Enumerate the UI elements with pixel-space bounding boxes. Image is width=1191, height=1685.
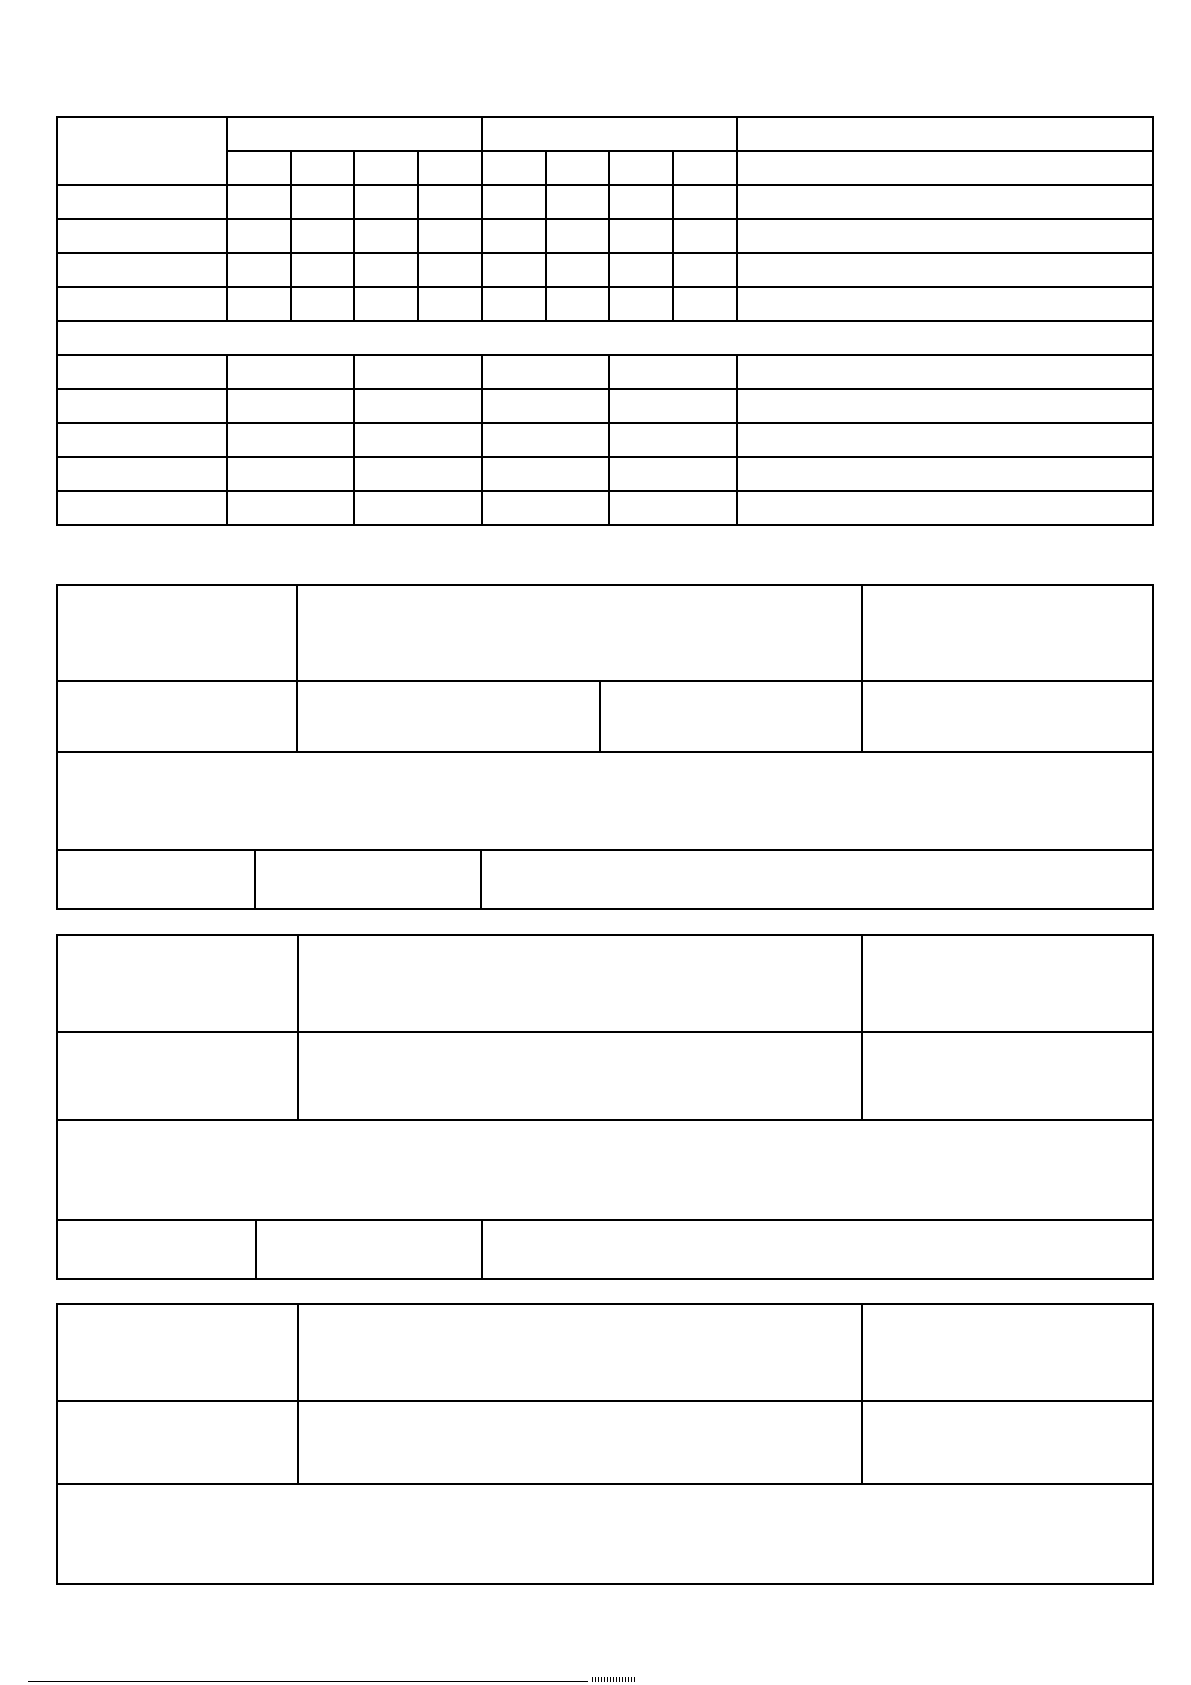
grid-summary-row <box>57 457 1153 491</box>
grid-wide-cell <box>227 423 354 457</box>
grid-remarks-cell <box>737 219 1153 253</box>
grid-header-corner-cell <box>57 117 227 185</box>
grid-cell <box>673 185 737 219</box>
form-value-cell <box>298 1304 862 1401</box>
form-side-cell <box>862 585 1153 681</box>
grid-cell <box>291 253 354 287</box>
grid-row-label-cell <box>57 287 227 321</box>
grid-subheader-cell <box>609 151 673 185</box>
grid-header-row-1 <box>57 117 1153 151</box>
grid-subheader-cell <box>354 151 418 185</box>
grid-summary-row <box>57 355 1153 389</box>
grid-remarks-cell <box>737 355 1153 389</box>
form-value-cell <box>298 1032 862 1120</box>
grid-remarks-cell <box>737 389 1153 423</box>
grid-cell <box>546 253 609 287</box>
grid-cell <box>546 287 609 321</box>
grid-cell <box>354 185 418 219</box>
grid-row-label-cell <box>57 423 227 457</box>
footer-rule <box>28 1681 588 1682</box>
grid-subheader-cell <box>737 151 1153 185</box>
grid-wide-cell <box>482 355 609 389</box>
form-row <box>57 1120 1153 1220</box>
grid-wide-cell <box>609 355 737 389</box>
form-row <box>57 1401 1153 1484</box>
grid-row-label-cell <box>57 253 227 287</box>
grid-cell <box>354 253 418 287</box>
form-row <box>57 1484 1153 1584</box>
grid-wide-cell <box>482 491 609 525</box>
grid-data-row <box>57 287 1153 321</box>
grid-wide-cell <box>609 491 737 525</box>
form-row <box>57 752 1153 850</box>
footer-tick-marks <box>592 1677 636 1682</box>
form-side-cell <box>862 1032 1153 1120</box>
form-footer-wide-cell <box>481 850 1153 909</box>
form-notes-cell <box>57 752 1153 850</box>
grid-cell <box>609 185 673 219</box>
grid-cell <box>482 219 546 253</box>
grid-cell <box>291 185 354 219</box>
grid-remarks-cell <box>737 491 1153 525</box>
grid-cell <box>354 287 418 321</box>
grid-subheader-cell <box>418 151 482 185</box>
form-label-cell <box>57 1032 298 1120</box>
form-label-cell <box>57 935 298 1032</box>
form-footer-cell <box>57 850 255 909</box>
grid-cell <box>609 253 673 287</box>
grid-row-label-cell <box>57 389 227 423</box>
grid-wide-cell <box>482 423 609 457</box>
grid-wide-cell <box>227 355 354 389</box>
form-value-cell <box>298 1401 862 1484</box>
grid-wide-cell <box>609 389 737 423</box>
grid-row-label-cell <box>57 491 227 525</box>
form-row <box>57 1220 1153 1279</box>
form-row <box>57 585 1153 681</box>
grid-summary-row <box>57 491 1153 525</box>
form-row <box>57 935 1153 1032</box>
grid-group-header-cell <box>482 117 737 151</box>
form-side-cell <box>862 681 1153 752</box>
form-value-cell <box>297 585 862 681</box>
grid-table <box>56 116 1154 526</box>
grid-remarks-cell <box>737 287 1153 321</box>
grid-summary-row <box>57 423 1153 457</box>
grid-cell <box>291 287 354 321</box>
form-value-cell <box>297 681 600 752</box>
form-notes-cell <box>57 1120 1153 1220</box>
form-footer-cell <box>255 850 481 909</box>
grid-wide-cell <box>227 491 354 525</box>
grid-cell <box>673 219 737 253</box>
grid-cell <box>609 287 673 321</box>
grid-section-row <box>57 321 1153 355</box>
form-side-cell <box>862 1304 1153 1401</box>
grid-remarks-cell <box>737 423 1153 457</box>
grid-wide-cell <box>609 423 737 457</box>
form-row <box>57 681 1153 752</box>
grid-wide-cell <box>482 389 609 423</box>
form-label-cell <box>57 681 297 752</box>
grid-cell <box>227 287 291 321</box>
grid-cell <box>227 219 291 253</box>
form-label-cell <box>57 1304 298 1401</box>
grid-cell <box>227 185 291 219</box>
grid-data-row <box>57 219 1153 253</box>
grid-wide-cell <box>354 355 482 389</box>
grid-cell <box>546 219 609 253</box>
grid-wide-cell <box>482 457 609 491</box>
grid-summary-row <box>57 389 1153 423</box>
grid-wide-cell <box>354 423 482 457</box>
grid-wide-cell <box>609 457 737 491</box>
grid-row-label-cell <box>57 355 227 389</box>
grid-remarks-cell <box>737 457 1153 491</box>
form-block-2 <box>56 934 1154 1280</box>
form-notes-cell <box>57 1484 1153 1584</box>
form-block-3 <box>56 1303 1154 1585</box>
form-footer-cell <box>57 1220 256 1279</box>
grid-row-label-cell <box>57 219 227 253</box>
form-value-cell <box>600 681 862 752</box>
grid-row-label-cell <box>57 185 227 219</box>
grid-section-divider-cell <box>57 321 1153 355</box>
grid-cell <box>609 219 673 253</box>
grid-wide-cell <box>354 491 482 525</box>
grid-row-label-cell <box>57 457 227 491</box>
grid-cell <box>673 287 737 321</box>
grid-wide-cell <box>354 389 482 423</box>
form-label-cell <box>57 585 297 681</box>
grid-subheader-cell <box>482 151 546 185</box>
grid-cell <box>418 287 482 321</box>
grid-cell <box>418 253 482 287</box>
grid-remarks-cell <box>737 185 1153 219</box>
form-block-1 <box>56 584 1154 910</box>
form-row <box>57 1304 1153 1401</box>
grid-data-row <box>57 253 1153 287</box>
grid-remarks-cell <box>737 253 1153 287</box>
grid-cell <box>482 287 546 321</box>
form-side-cell <box>862 1401 1153 1484</box>
grid-wide-cell <box>354 457 482 491</box>
grid-subheader-cell <box>546 151 609 185</box>
grid-cell <box>418 185 482 219</box>
grid-cell <box>418 219 482 253</box>
grid-data-row <box>57 185 1153 219</box>
form-footer-wide-cell <box>482 1220 1153 1279</box>
grid-remarks-header-cell <box>737 117 1153 151</box>
grid-subheader-cell <box>291 151 354 185</box>
grid-cell <box>354 219 418 253</box>
form-value-cell <box>298 935 862 1032</box>
grid-wide-cell <box>227 389 354 423</box>
form-footer-cell <box>256 1220 482 1279</box>
form-side-cell <box>862 935 1153 1032</box>
grid-cell <box>291 219 354 253</box>
grid-cell <box>482 253 546 287</box>
grid-cell <box>482 185 546 219</box>
form-row <box>57 1032 1153 1120</box>
grid-wide-cell <box>227 457 354 491</box>
grid-group-header-cell <box>227 117 482 151</box>
grid-cell <box>546 185 609 219</box>
grid-subheader-cell <box>673 151 737 185</box>
grid-subheader-cell <box>227 151 291 185</box>
form-row <box>57 850 1153 909</box>
grid-cell <box>227 253 291 287</box>
grid-cell <box>673 253 737 287</box>
form-label-cell <box>57 1401 298 1484</box>
